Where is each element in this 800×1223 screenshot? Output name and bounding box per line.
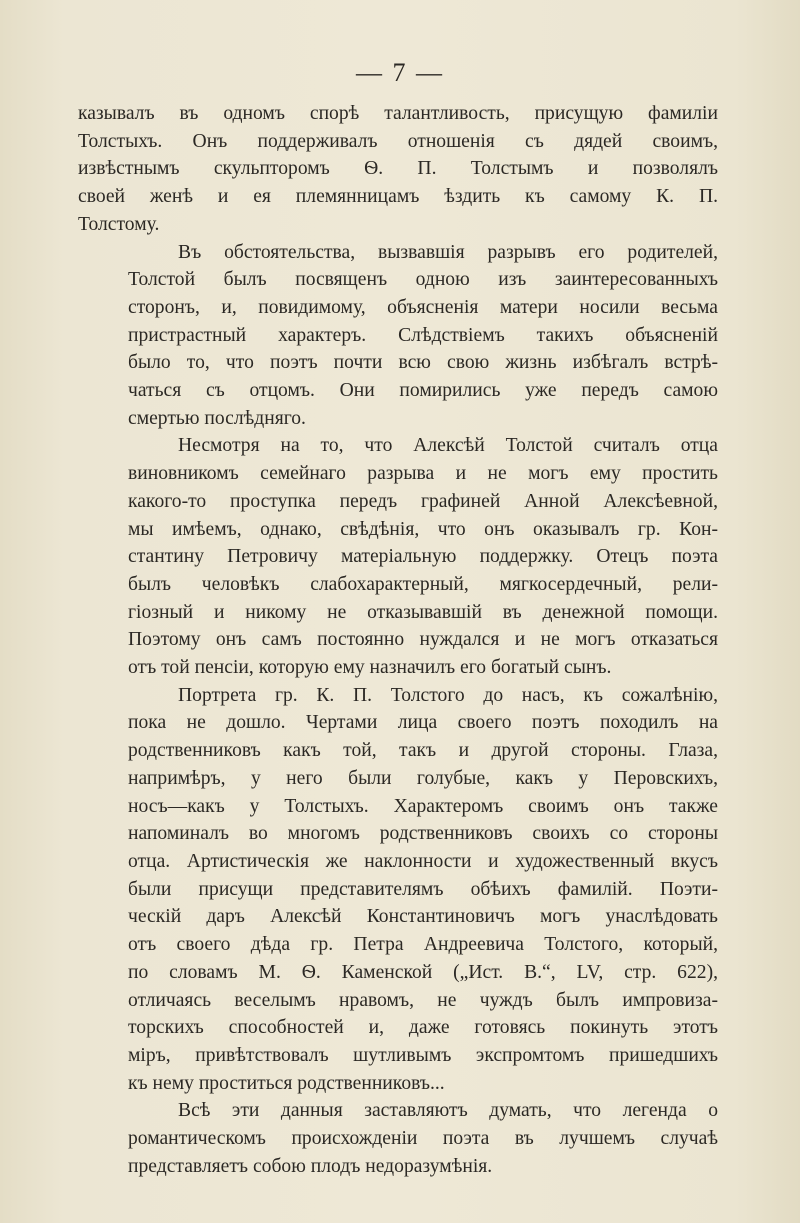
text-line: были присущи представителямъ обѣихъ фамилій. Поэти- — [128, 878, 718, 900]
paragraph — [78, 682, 718, 1098]
text-line: отличаясь веселымъ нравомъ, не чуждъ былъ импровиза- — [128, 989, 718, 1011]
paragraph — [78, 1097, 718, 1180]
paragraph — [78, 239, 718, 433]
text-line: своей женѣ и ея племянницамъ ѣздить къ самому К. П. — [78, 186, 718, 208]
text-line: Портрета гр. К. П. Толстого до насъ, къ сожалѣнію, — [178, 684, 718, 706]
text-line: Въ обстоятельства, вызвавшія разрывъ его родителей, — [178, 241, 718, 263]
text-line: Толстыхъ. Онъ поддерживалъ отношенія съ дядей своимъ, — [78, 130, 718, 152]
text-line: Поэтому онъ самъ постоянно нуждался и не могъ отказаться — [128, 629, 718, 651]
text-line: сторонъ, и, повидимому, объясненія матери носили весьма — [128, 296, 718, 318]
text-line: Толстой былъ посвященъ одною изъ заинтересованныхъ — [128, 269, 718, 291]
text-line: представляетъ собою плодъ недоразумѣнія. — [128, 1155, 493, 1177]
text-line: носъ—какъ у Толстыхъ. Характеромъ своимъ онъ также — [128, 795, 718, 817]
text-line: ческій даръ Алексѣй Константиновичъ могъ унаслѣдовать — [128, 906, 718, 928]
text-line: по словамъ М. Ѳ. Каменской („Ист. В.“, LV, стр. 622), — [128, 961, 718, 983]
text-line: міръ, привѣтствовалъ шутливымъ экспромтомъ пришедшихъ — [128, 1044, 718, 1066]
text-line: пристрастный характеръ. Слѣдствіемъ такихъ объясненій — [128, 324, 718, 346]
text-line: Толстому. — [78, 213, 160, 235]
text-line: Всѣ эти данныя заставляютъ думать, что легенда о — [178, 1100, 718, 1122]
text-line: виновникомъ семейнаго разрыва и не могъ ему простить — [128, 463, 718, 485]
text-line: торскихъ способностей и, даже готовясь покинуть этотъ — [128, 1017, 718, 1039]
text-line: напримѣръ, у него были голубые, какъ у Перовскихъ, — [128, 767, 718, 789]
text-line: смертью послѣдняго. — [128, 407, 306, 429]
text-line: чаться съ отцомъ. Они помирились уже передъ самою — [128, 380, 718, 402]
text-line: извѣстнымъ скульпторомъ Ѳ. П. Толстымъ и позволялъ — [78, 158, 718, 180]
text-line: пока не дошло. Чертами лица своего поэтъ походилъ на — [128, 712, 718, 734]
text-line: стантину Петровичу матеріальную поддержку. Отецъ поэта — [128, 546, 718, 568]
page-number: — 7 — — [356, 58, 444, 87]
text-line: отъ той пенсіи, которую ему назначилъ его богатый сынъ. — [128, 657, 612, 679]
text-line: напоминалъ во многомъ родственниковъ своихъ со стороны — [128, 823, 718, 845]
text-line: романтическомъ происхожденіи поэта въ лучшемъ случаѣ — [128, 1128, 718, 1150]
text-line: отца. Артистическія же наклонности и художественный вкусъ — [128, 850, 718, 872]
text-line: къ нему проститься родственниковъ... — [128, 1072, 445, 1094]
text-line: казывалъ въ одномъ спорѣ талантливость, присущую фамиліи — [78, 103, 718, 124]
paragraph — [78, 100, 718, 239]
paragraph — [78, 432, 718, 681]
text-line: какого-то проступка передъ графиней Анной Алексѣевной, — [128, 490, 718, 512]
text-line: гіозный и никому не отказывавшій въ денежной помощи. — [128, 601, 718, 623]
body-text — [78, 100, 718, 1180]
text-line: было то, что поэтъ почти всю свою жизнь избѣгалъ встрѣ- — [128, 352, 718, 374]
text-line: родственниковъ какъ той, такъ и другой стороны. Глаза, — [128, 740, 718, 762]
text-line: отъ своего дѣда гр. Петра Андреевича Толстого, который, — [128, 934, 718, 956]
text-line: Несмотря на то, что Алексѣй Толстой считалъ отца — [178, 435, 718, 457]
text-line: былъ человѣкъ слабохарактерный, мягкосердечный, рели- — [128, 573, 718, 595]
text-line: мы имѣемъ, однако, свѣдѣнія, что онъ оказывалъ гр. Кон- — [128, 518, 718, 540]
